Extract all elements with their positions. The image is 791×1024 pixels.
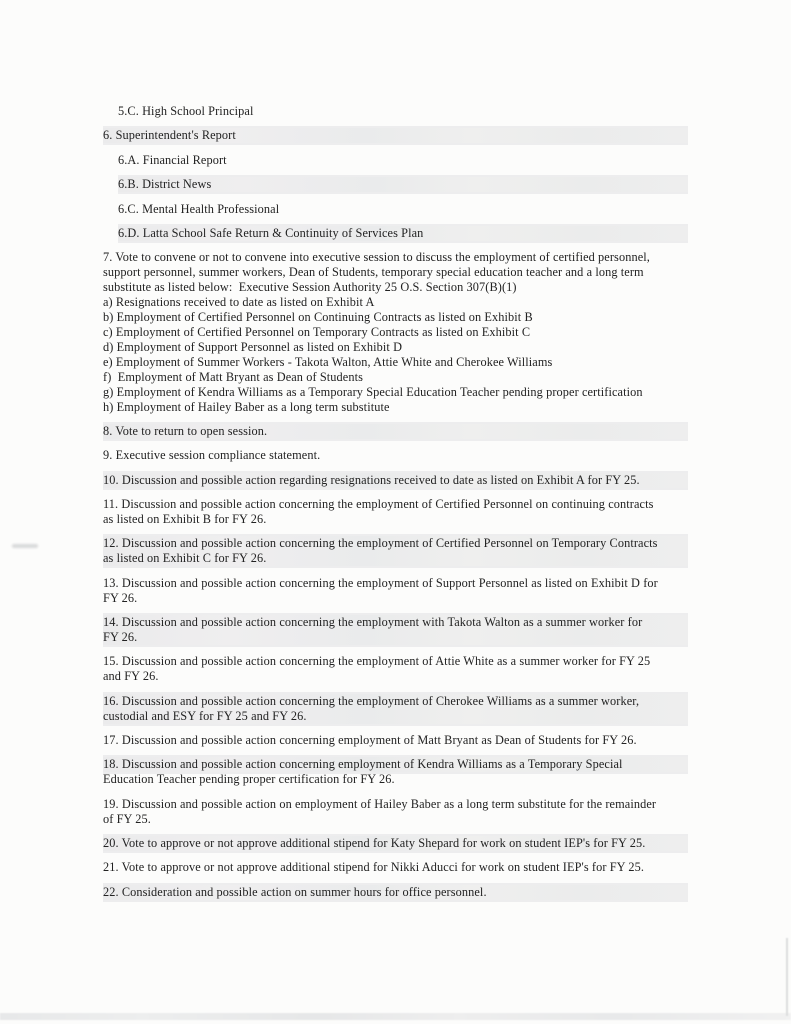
agenda-item-3 [118, 153, 688, 168]
agenda-item-7-line-2: support personnel, summer workers, Dean of Students, temporary special education teacher and a long term [103, 265, 644, 280]
agenda-item-20-line-1: 20. Vote to approve or not approve additional stipend for Katy Shepard for work on student IEP's for FY 25. [103, 836, 646, 851]
agenda-item-11 [103, 497, 688, 527]
agenda-item-7-line-1: 7. Vote to convene or not to convene into executive session to discuss the employment of certified personnel, [103, 250, 650, 265]
agenda-item-14-line-2: FY 26. [103, 629, 138, 644]
scan-artifact-bottom-edge [0, 1013, 791, 1020]
agenda-item-16 [103, 694, 688, 724]
agenda-item-15-line-2: and FY 26. [103, 669, 159, 684]
agenda-item-13-line-1: 13. Discussion and possible action concerning the employment of Support Personnel as listed on Exhibit D for [103, 575, 658, 590]
agenda-item-10 [103, 473, 688, 488]
agenda-item-13 [103, 576, 688, 606]
agenda-item-17-line-1: 17. Discussion and possible action concerning employment of Matt Bryant as Dean of Students for FY 26. [103, 733, 637, 747]
agenda-item-10-line-1: 10. Discussion and possible action regarding resignations received to date as listed on Exhibit A for FY 25. [103, 472, 640, 487]
agenda-item-5-line-1: 6.C. Mental Health Professional [118, 201, 280, 216]
agenda-item-3-line-1: 6.A. Financial Report [118, 152, 227, 167]
agenda-item-7 [103, 250, 688, 414]
agenda-item-7-line-4: a) Resignations received to date as listed on Exhibit A [103, 295, 375, 310]
agenda-item-7-line-10: g) Employment of Kendra Williams as a Temporary Special Education Teacher pending proper certification [103, 384, 643, 399]
agenda-item-12-line-1: 12. Discussion and possible action concerning the employment of Certified Personnel on Temporary Contracts [103, 536, 658, 551]
agenda-item-18-line-1: 18. Discussion and possible action concerning employment of Kendra Williams as a Temporary Special [103, 757, 688, 772]
agenda-list [103, 104, 688, 909]
agenda-item-7-line-7: d) Employment of Support Personnel as listed on Exhibit D [103, 339, 403, 354]
agenda-item-16-line-2: custodial and ESY for FY 25 and FY 26. [103, 708, 307, 723]
agenda-item-14 [103, 615, 688, 645]
agenda-item-7-line-9: f) Employment of Matt Bryant as Dean of Students [103, 369, 364, 384]
agenda-item-21 [103, 860, 688, 875]
agenda-item-11-line-1: 11. Discussion and possible action concerning the employment of Certified Personnel on continuing contracts [103, 497, 654, 512]
agenda-item-22-line-1: 22. Consideration and possible action on summer hours for office personnel. [103, 884, 487, 899]
agenda-item-12 [103, 536, 688, 566]
agenda-item-2-line-1: 6. Superintendent's Report [103, 128, 236, 143]
agenda-item-5 [118, 202, 688, 217]
agenda-item-7-line-11: h) Employment of Hailey Baber as a long term substitute [103, 399, 390, 414]
agenda-item-18-line-2: Education Teacher pending proper certification for FY 26. [103, 772, 395, 787]
agenda-item-7-line-3: substitute as listed below: Executive Session Authority 25 O.S. Section 307(B)(1) [103, 280, 517, 295]
agenda-item-4-line-1: 6.B. District News [118, 177, 212, 192]
agenda-item-19 [103, 797, 688, 827]
agenda-item-14-line-1: 14. Discussion and possible action concerning the employment with Takota Walton as a summer worker for [103, 615, 643, 630]
agenda-item-15-line-1: 15. Discussion and possible action concerning the employment of Attie White as a summer worker for FY 25 [103, 654, 651, 669]
agenda-item-1-line-1: 5.C. High School Principal [118, 104, 254, 118]
agenda-item-1 [118, 104, 688, 119]
agenda-item-4 [118, 177, 688, 192]
agenda-item-7-line-6: c) Employment of Certified Personnel on Temporary Contracts as listed on Exhibit C [103, 324, 531, 339]
agenda-item-6-line-1: 6.D. Latta School Safe Return & Continuity of Services Plan [118, 226, 424, 241]
agenda-item-7-line-5: b) Employment of Certified Personnel on Continuing Contracts as listed on Exhibit B [103, 310, 533, 325]
agenda-item-8-line-1: 8. Vote to return to open session. [103, 423, 268, 438]
agenda-item-21-line-1: 21. Vote to approve or not approve additional stipend for Nikki Aducci for work on student IEP's for FY 25. [103, 860, 645, 875]
scan-artifact-left-dash [12, 544, 38, 548]
agenda-item-9 [103, 448, 688, 463]
agenda-item-16-line-1: 16. Discussion and possible action concerning the employment of Cherokee Williams as a summer worker, [103, 693, 640, 708]
agenda-item-17 [103, 733, 688, 748]
scan-artifact-right-edge [786, 938, 788, 1016]
agenda-item-22 [103, 885, 688, 900]
agenda-item-6 [118, 226, 688, 241]
agenda-item-8 [103, 424, 688, 439]
agenda-item-7-line-8: e) Employment of Summer Workers - Takota Walton, Attie White and Cherokee Williams [103, 354, 553, 369]
agenda-item-11-line-2: as listed on Exhibit B for FY 26. [103, 512, 267, 527]
agenda-item-18 [103, 757, 688, 787]
agenda-item-19-line-2: of FY 25. [103, 811, 151, 826]
agenda-item-13-line-2: FY 26. [103, 590, 138, 605]
agenda-item-2 [103, 128, 688, 143]
agenda-item-12-line-2: as listed on Exhibit C for FY 26. [103, 551, 267, 566]
agenda-item-15 [103, 654, 688, 684]
agenda-item-20 [103, 836, 688, 851]
agenda-item-19-line-1: 19. Discussion and possible action on employment of Hailey Baber as a long term substitute for the remainder [103, 796, 657, 811]
agenda-item-9-line-1: 9. Executive session compliance statement. [103, 448, 321, 463]
